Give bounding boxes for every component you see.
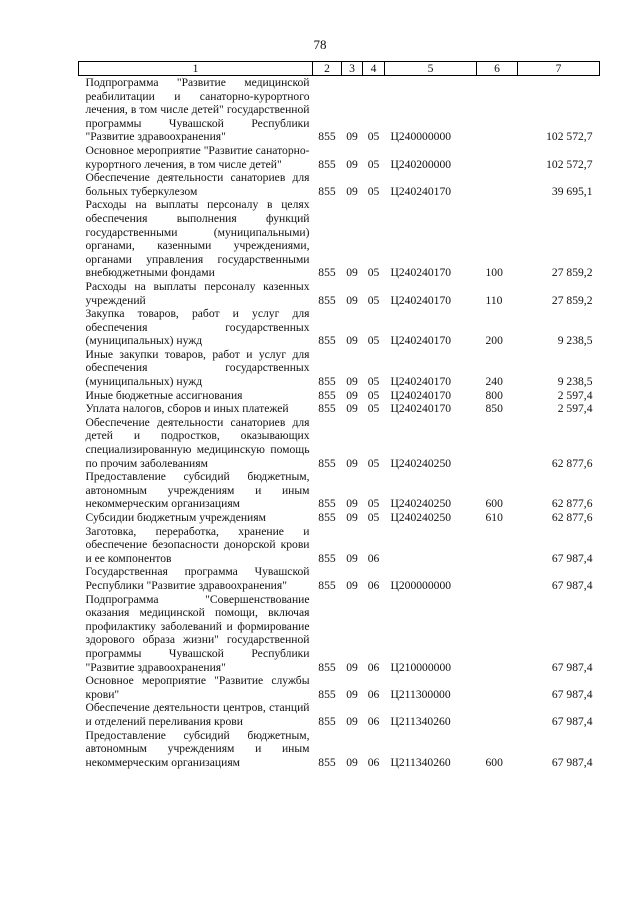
row-description: Предоставление субсидий бюджетным, автономным учреждениям и иным некоммерческим организациям: [85, 728, 310, 769]
row-target-article-code: Ц240240170: [390, 388, 452, 402]
row-section-code: 09: [346, 334, 358, 348]
row-amount: 62 877,6: [551, 456, 593, 470]
row-subsection-code: 05: [367, 157, 380, 171]
row-subsection-code: 05: [367, 402, 380, 416]
row-description: Государственная программа Чувашской Республики "Развитие здравоохранения": [85, 565, 310, 592]
row-target-article-code: Ц240240250: [390, 497, 452, 511]
row-section-code: 09: [346, 755, 358, 769]
row-description: Обеспечение деятельности центров, станций и отделений переливания крови: [85, 701, 310, 728]
row-expense-type-code: [477, 144, 518, 171]
row-target-article-code: [385, 525, 477, 566]
table-row: [79, 565, 600, 592]
row-subsection-code: 05: [367, 293, 380, 307]
row-subsection-code: 06: [367, 714, 380, 728]
row-amount: 67 987,4: [551, 714, 593, 728]
row-amount: 102 572,7: [546, 157, 593, 171]
row-section-code: 09: [346, 660, 358, 674]
header-cell: 1: [79, 62, 313, 76]
row-amount: 2 597,4: [557, 402, 593, 416]
row-section-code: 09: [346, 551, 358, 565]
row-section-code: 09: [346, 497, 358, 511]
row-amount: 9 238,5: [557, 334, 593, 348]
row-expense-type-code: 600: [485, 497, 503, 511]
row-grbs-code: 855: [318, 551, 336, 565]
row-target-article-code: Ц240240170: [390, 266, 452, 280]
table-row: [79, 701, 600, 728]
table-row: [79, 76, 600, 144]
row-section-code: 09: [346, 375, 358, 389]
table-row: [79, 389, 600, 403]
row-amount: 67 987,4: [551, 755, 593, 769]
row-expense-type-code: 600: [485, 755, 503, 769]
row-expense-type-code: [477, 674, 518, 701]
header-cell: 7: [518, 62, 600, 76]
row-expense-type-code: 240: [485, 375, 503, 389]
row-description: Обеспечение деятельности санаториев для детей и подростков, оказывающих специализированную медицинскую помощь по прочим заболеваниям: [85, 415, 310, 470]
table-row: [79, 144, 600, 171]
row-target-article-code: Ц240240170: [390, 402, 452, 416]
row-target-article-code: Ц210000000: [390, 660, 452, 674]
row-target-article-code: Ц211340260: [390, 714, 451, 728]
row-description: Основное мероприятие "Развитие санаторно-курортного лечения, в том числе детей": [85, 143, 310, 171]
row-subsection-code: 05: [367, 497, 380, 511]
row-expense-type-code: [477, 171, 518, 198]
row-amount: 27 859,2: [551, 266, 593, 280]
row-subsection-code: 05: [367, 375, 380, 389]
row-section-code: 09: [346, 687, 358, 701]
table-row: [79, 674, 600, 701]
row-expense-type-code: [477, 416, 518, 470]
row-expense-type-code: 200: [485, 334, 503, 348]
row-expense-type-code: [477, 701, 518, 728]
row-grbs-code: 855: [318, 687, 336, 701]
row-expense-type-code: 100: [485, 266, 503, 280]
row-subsection-code: 05: [367, 388, 380, 402]
row-subsection-code: 06: [367, 578, 380, 592]
row-subsection-code: 05: [367, 511, 380, 524]
row-target-article-code: Ц240200000: [390, 157, 452, 171]
header-cell: 5: [385, 62, 477, 76]
row-description: Основное мероприятие "Развитие службы крови": [85, 674, 310, 701]
row-expense-type-code: 610: [485, 511, 503, 524]
row-target-article-code: Ц240240170: [390, 184, 452, 198]
column-number-header: [79, 62, 600, 76]
row-amount: 62 877,6: [551, 511, 593, 524]
row-expense-type-code: [477, 565, 518, 592]
row-expense-type-code: [477, 525, 518, 566]
row-section-code: 09: [346, 456, 358, 470]
table-row: [79, 511, 600, 525]
row-amount: 39 695,1: [551, 184, 593, 198]
budget-table: [78, 61, 600, 769]
row-grbs-code: 855: [318, 375, 336, 389]
table-row: [79, 280, 600, 307]
row-grbs-code: 855: [318, 511, 336, 524]
row-grbs-code: 855: [318, 497, 336, 511]
header-cell: 2: [313, 62, 342, 76]
row-target-article-code: Ц240240170: [390, 334, 452, 348]
table-row: [79, 525, 600, 566]
row-target-article-code: Ц240240170: [390, 293, 452, 307]
row-amount: 67 987,4: [551, 687, 593, 701]
row-section-code: 09: [346, 130, 358, 144]
row-description: Расходы на выплаты персоналу в целях обеспечения выполнения функций государственными (муниципальными) органами, казенными учреждениями, органами управления государственными внебюджетными фондами: [85, 198, 310, 280]
row-grbs-code: 855: [318, 130, 336, 144]
row-grbs-code: 855: [318, 714, 336, 728]
row-target-article-code: Ц211340260: [390, 755, 451, 769]
row-description: Иные бюджетные ассигнования: [85, 388, 243, 402]
page-number: 78: [313, 37, 327, 52]
row-subsection-code: 05: [367, 334, 380, 348]
row-section-code: 09: [346, 184, 358, 198]
row-section-code: 09: [346, 266, 358, 280]
row-expense-type-code: [477, 593, 518, 675]
row-grbs-code: 855: [318, 578, 336, 592]
row-expense-type-code: 110: [485, 293, 503, 307]
table-row: [79, 402, 600, 416]
row-grbs-code: 855: [318, 660, 336, 674]
row-section-code: 09: [346, 402, 358, 416]
table-row: [79, 348, 600, 389]
row-grbs-code: 855: [318, 184, 336, 198]
row-target-article-code: Ц240000000: [390, 130, 452, 144]
row-expense-type-code: 850: [485, 402, 503, 416]
row-section-code: 09: [346, 157, 358, 171]
row-grbs-code: 855: [318, 157, 336, 171]
row-subsection-code: 06: [367, 660, 380, 674]
row-amount: 9 238,5: [557, 375, 593, 389]
row-amount: 62 877,6: [551, 497, 593, 511]
row-section-code: 09: [346, 293, 358, 307]
row-description: Закупка товаров, работ и услуг для обеспечения государственных (муниципальных) нужд: [85, 307, 310, 348]
row-section-code: 09: [346, 511, 358, 524]
row-expense-type-code: 800: [485, 388, 503, 402]
table-row: [79, 307, 600, 348]
header-cell: 6: [477, 62, 518, 76]
row-grbs-code: 855: [318, 456, 336, 470]
row-amount: 67 987,4: [551, 551, 593, 565]
row-grbs-code: 855: [318, 402, 336, 416]
row-description: Расходы на выплаты персоналу казенных учреждений: [85, 279, 310, 307]
table-row: [79, 416, 600, 470]
row-section-code: 09: [346, 714, 358, 728]
row-subsection-code: 06: [367, 755, 380, 769]
row-description: Иные закупки товаров, работ и услуг для обеспечения государственных (муниципальных) нужд: [85, 347, 310, 389]
row-section-code: 09: [346, 388, 358, 402]
row-amount: 27 859,2: [551, 293, 593, 307]
row-amount: 67 987,4: [551, 578, 593, 592]
row-grbs-code: 855: [318, 755, 336, 769]
row-description: Подпрограмма "Развитие медицинской реабилитации и санаторно-курортного лечения, в том числе детей" государственной программы Чувашской Республики "Развитие здравоохранения": [85, 76, 310, 144]
row-description: Субсидии бюджетным учреждениям: [85, 511, 266, 524]
row-subsection-code: 05: [367, 266, 380, 280]
row-amount: 67 987,4: [551, 660, 593, 674]
row-description: Обеспечение деятельности санаториев для больных туберкулезом: [85, 171, 310, 198]
table-row: [79, 198, 600, 280]
row-subsection-code: 06: [367, 551, 380, 565]
row-subsection-code: 06: [367, 687, 380, 701]
table-row: [79, 729, 600, 770]
row-description: Подпрограмма "Совершенствование оказания медицинской помощи, включая профилактику заболеваний и формирование здорового образа жизни" государственной программы Чувашской Республики "Развитие здравоохранения": [85, 592, 310, 674]
row-amount: 2 597,4: [557, 388, 593, 402]
row-target-article-code: Ц200000000: [390, 578, 452, 592]
row-description: Предоставление субсидий бюджетным, автономным учреждениям и иным некоммерческим организациям: [85, 470, 310, 511]
row-grbs-code: 855: [318, 293, 336, 307]
row-grbs-code: 855: [318, 266, 336, 280]
row-grbs-code: 855: [318, 388, 336, 402]
row-target-article-code: Ц211300000: [390, 687, 451, 701]
header-cell: 3: [342, 62, 363, 76]
row-grbs-code: 855: [318, 334, 336, 348]
row-target-article-code: Ц240240250: [390, 456, 452, 470]
row-amount: 102 572,7: [546, 130, 593, 144]
row-description: Заготовка, переработка, хранение и обеспечение безопасности донорской крови и ее компонентов: [85, 524, 310, 565]
row-target-article-code: Ц240240170: [390, 375, 452, 389]
row-subsection-code: 05: [367, 456, 380, 470]
row-subsection-code: 05: [367, 184, 380, 198]
row-expense-type-code: [477, 76, 518, 144]
row-section-code: 09: [346, 578, 358, 592]
row-description: Уплата налогов, сборов и иных платежей: [85, 402, 289, 416]
table-row: [79, 470, 600, 511]
header-cell: 4: [363, 62, 385, 76]
table-row: [79, 593, 600, 675]
table-row: [79, 171, 600, 198]
row-subsection-code: 05: [367, 130, 380, 144]
row-target-article-code: Ц240240250: [390, 511, 452, 524]
